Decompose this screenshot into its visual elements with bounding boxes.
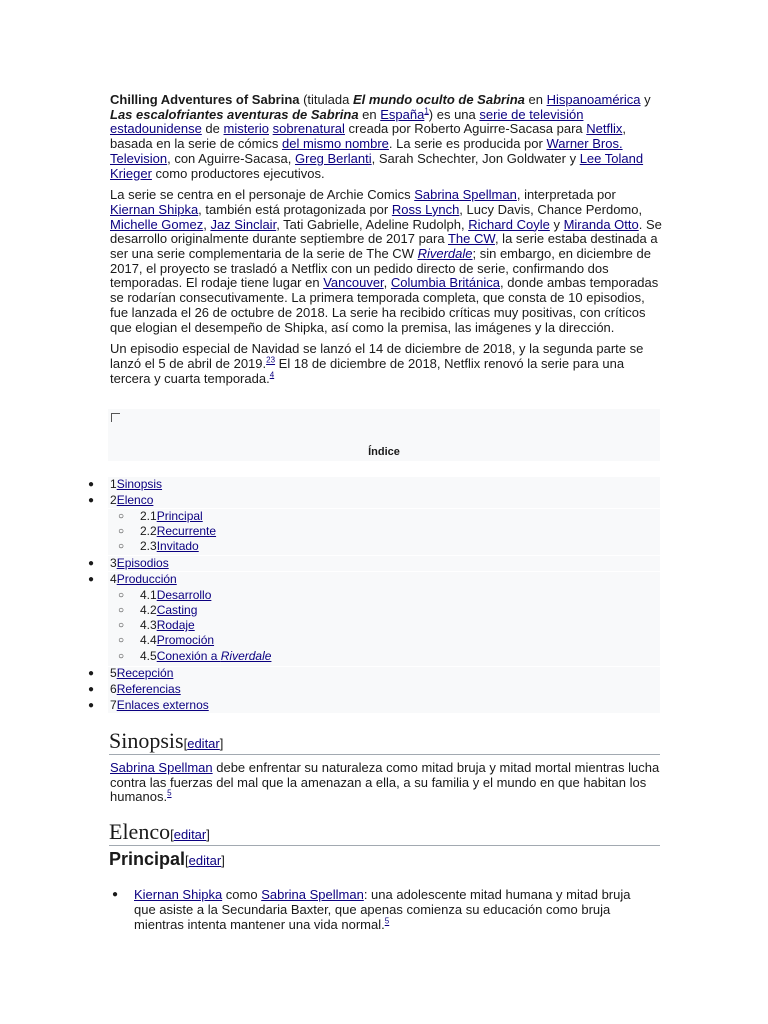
heading-elenco: Elenco[editar] bbox=[109, 819, 210, 844]
link-the-cw[interactable]: The CW bbox=[447, 231, 495, 247]
link-netflix[interactable]: Netflix bbox=[586, 121, 623, 137]
toc-item-referencias[interactable]: ● 6Referencias bbox=[88, 682, 181, 696]
link-ross-lynch[interactable]: Ross Lynch bbox=[391, 201, 460, 217]
bullet-icon: ● bbox=[88, 574, 95, 585]
sinopsis-text: Sabrina Spellman debe enfrentar su naturaleza como mitad bruja y mitad mortal mientras lucha contra las fuerzas del mal que la amenazan a ella, a su familia y el mundo en que habitan los humanos.$^5$ bbox=[110, 760, 660, 805]
section-divider bbox=[109, 845, 660, 846]
toc-item-casting[interactable]: ○ 4.2Casting bbox=[118, 603, 198, 617]
link-sabrina-spellman[interactable]: Sabrina Spellman bbox=[414, 187, 517, 203]
toc-item-invitado[interactable]: ○ 2.3Invitado bbox=[118, 539, 199, 553]
bullet-icon: ● bbox=[88, 668, 95, 679]
link-miranda-otto[interactable]: Miranda Otto bbox=[563, 216, 639, 232]
link-richard-coyle[interactable]: Richard Coyle bbox=[468, 216, 550, 232]
link-espana[interactable]: España bbox=[380, 106, 425, 122]
link-kiernan-shipka[interactable]: Kiernan Shipka bbox=[110, 201, 199, 217]
toc-row-bg bbox=[88, 556, 660, 571]
toc-title: Índice bbox=[368, 446, 400, 458]
intro-paragraph-2: La serie se centra en el personaje de Archie Comics Sabrina Spellman, interpretada por Kiernan Shipka, también está protagonizada por Ross Lynch, Lucy Davis, Chance Perdomo, Michelle Gomez, Jaz Sinclair, Tati Gabrielle, Adeline Rudolph, Richard Coyle y Miranda Otto. Se desarrollo originalmente durante septiembre de 2017 para The CW, la serie estaba destinada a ser una serie complementaria de la serie de The CW Riverdale; sin embargo, en diciembre de 2017, el proyecto se trasladó a Netflix con un pedido directo de serie, confirmando dos temporadas. El rodaje tiene lugar en Vancouver, Columbia Británica, donde ambas temporadas se rodarían consecutivamente. La primera temporada completa, que consta de 10 episodios, fue lanzada el 26 de octubre de 2018. La serie ha recibido críticas muy positivas, con críticos que elogian el desempeño de Shipka, así como la premisa, las imágenes y la dirección. bbox=[110, 187, 662, 335]
article-intro bbox=[110, 93, 662, 393]
ref-23[interactable]: 23 bbox=[266, 355, 276, 365]
bullet-icon: ● bbox=[112, 889, 119, 900]
ref-1[interactable]: 1 bbox=[424, 106, 429, 116]
toc-item-sinopsis[interactable]: ● 1Sinopsis bbox=[88, 477, 163, 491]
bullet-icon: ● bbox=[88, 479, 95, 490]
edit-elenco-link[interactable]: editar bbox=[173, 827, 207, 842]
toc-header bbox=[108, 409, 660, 461]
link-estadounidense[interactable]: estadounidense bbox=[110, 121, 202, 137]
link-sabrina-spellman-cast[interactable]: Sabrina Spellman bbox=[261, 887, 364, 902]
link-lee-toland-krieger[interactable]: Lee Toland Krieger bbox=[110, 150, 644, 181]
link-sobrenatural[interactable]: sobrenatural bbox=[272, 121, 345, 137]
sub-bullet-icon: ○ bbox=[118, 605, 125, 616]
sub-bullet-icon: ○ bbox=[118, 590, 125, 601]
link-del-mismo-nombre[interactable]: del mismo nombre bbox=[281, 136, 389, 152]
sub-bullet-icon: ○ bbox=[118, 651, 125, 662]
link-hispanoamerica[interactable]: Hispanoamérica bbox=[546, 92, 641, 107]
toc-item-enlaces-externos[interactable]: ● 7Enlaces externos bbox=[88, 698, 209, 712]
sub-bullet-icon: ○ bbox=[118, 526, 125, 537]
edit-principal-link[interactable]: editar bbox=[188, 853, 222, 868]
link-greg-berlanti[interactable]: Greg Berlanti bbox=[295, 150, 372, 166]
series-title: Chilling Adventures of Sabrina bbox=[110, 92, 300, 107]
intro-paragraph-3: Un episodio especial de Navidad se lanzó el 14 de diciembre de 2018, y la segunda parte se lanzó el 5 de abril de 2019.23 El 18 de diciembre de 2018, Netflix renovó la serie para una tercera y cuarta temporada.$^4$ bbox=[110, 341, 644, 386]
bullet-icon: ● bbox=[88, 684, 95, 695]
sub-bullet-icon: ○ bbox=[118, 511, 125, 522]
sub-bullet-icon: ○ bbox=[118, 620, 125, 631]
bullet-icon: ● bbox=[88, 700, 95, 711]
toc-item-episodios[interactable]: ● 3Episodios bbox=[88, 556, 169, 570]
toc-item-promocion[interactable]: ○ 4.4Promoción bbox=[118, 633, 215, 647]
cast-item-kiernan-shipka: ● Kiernan Shipka como Sabrina Spellman: una adolescente mitad humana y mitad bruja que asiste a la Secundaria Baxter, que apenas comienza su educación como bruja mientras intenta mantener una vida normal.$^5$ bbox=[112, 887, 631, 932]
toc-toggle-checkbox-icon[interactable] bbox=[111, 413, 120, 422]
link-misterio[interactable]: misterio bbox=[223, 121, 270, 137]
toc-item-recurrente[interactable]: ○ 2.2Recurrente bbox=[118, 524, 217, 538]
ref-4[interactable]: 4 bbox=[269, 370, 275, 380]
toc-item-principal[interactable]: ○ 2.1Principal bbox=[118, 509, 203, 523]
link-riverdale[interactable]: Riverdale bbox=[417, 246, 473, 262]
link-vancouver[interactable]: Vancouver bbox=[323, 275, 384, 291]
link-kiernan-shipka-cast[interactable]: Kiernan Shipka bbox=[134, 887, 223, 902]
sub-bullet-icon: ○ bbox=[118, 541, 125, 552]
link-serie-de-television[interactable]: serie de televisión bbox=[479, 106, 584, 122]
toc-row-bg bbox=[88, 477, 660, 508]
heading-principal: Principal[editar] bbox=[109, 849, 225, 869]
toc-item-conexion-riverdale[interactable]: ○ 4.5Conexión a Riverdale bbox=[118, 649, 272, 663]
bullet-icon: ● bbox=[88, 558, 95, 569]
link-jaz-sinclair[interactable]: Jaz Sinclair bbox=[210, 216, 277, 232]
sub-bullet-icon: ○ bbox=[118, 635, 125, 646]
section-divider bbox=[109, 754, 660, 755]
link-michelle-gomez[interactable]: Michelle Gomez bbox=[110, 216, 204, 232]
toc-item-recepcion[interactable]: ● 5Recepción bbox=[88, 666, 174, 680]
toc-item-rodaje[interactable]: ○ 4.3Rodaje bbox=[118, 618, 195, 632]
toc-item-produccion[interactable]: ● 4Producción bbox=[88, 572, 177, 586]
bullet-icon: ● bbox=[88, 495, 95, 506]
link-warner-bros-television[interactable]: Warner Bros. Television bbox=[110, 136, 623, 166]
link-sabrina-spellman-sinopsis[interactable]: Sabrina Spellman bbox=[110, 760, 213, 775]
ref-5[interactable]: 5 bbox=[167, 789, 172, 799]
ref-5b[interactable]: 5 bbox=[384, 916, 390, 926]
toc-item-desarrollo[interactable]: ○ 4.1Desarrollo bbox=[118, 588, 212, 602]
heading-sinopsis: Sinopsis[editar] bbox=[109, 728, 224, 753]
intro-paragraph-1: Chilling Adventures of Sabrina (titulada El mundo oculto de Sabrina en Hispanoamérica y Las escalofriantes aventuras de Sabrina en España$^1$) es una serie de televisión estadounidense de misterio sobrenatural creada por Roberto Aguirre-Sacasa para Netflix, basada en la serie de cómics del mismo nombre. La serie es producida por Warner Bros. Television, con Aguirre-Sacasa, Greg Berlanti, Sarah Schechter, Jon Goldwater y Lee Toland Krieger como productores ejecutivos. bbox=[110, 92, 651, 181]
link-columbia-britanica[interactable]: Columbia Británica bbox=[390, 275, 500, 291]
edit-sinopsis-link[interactable]: editar bbox=[187, 736, 220, 751]
toc-item-elenco[interactable]: ● 2Elenco bbox=[88, 493, 154, 507]
